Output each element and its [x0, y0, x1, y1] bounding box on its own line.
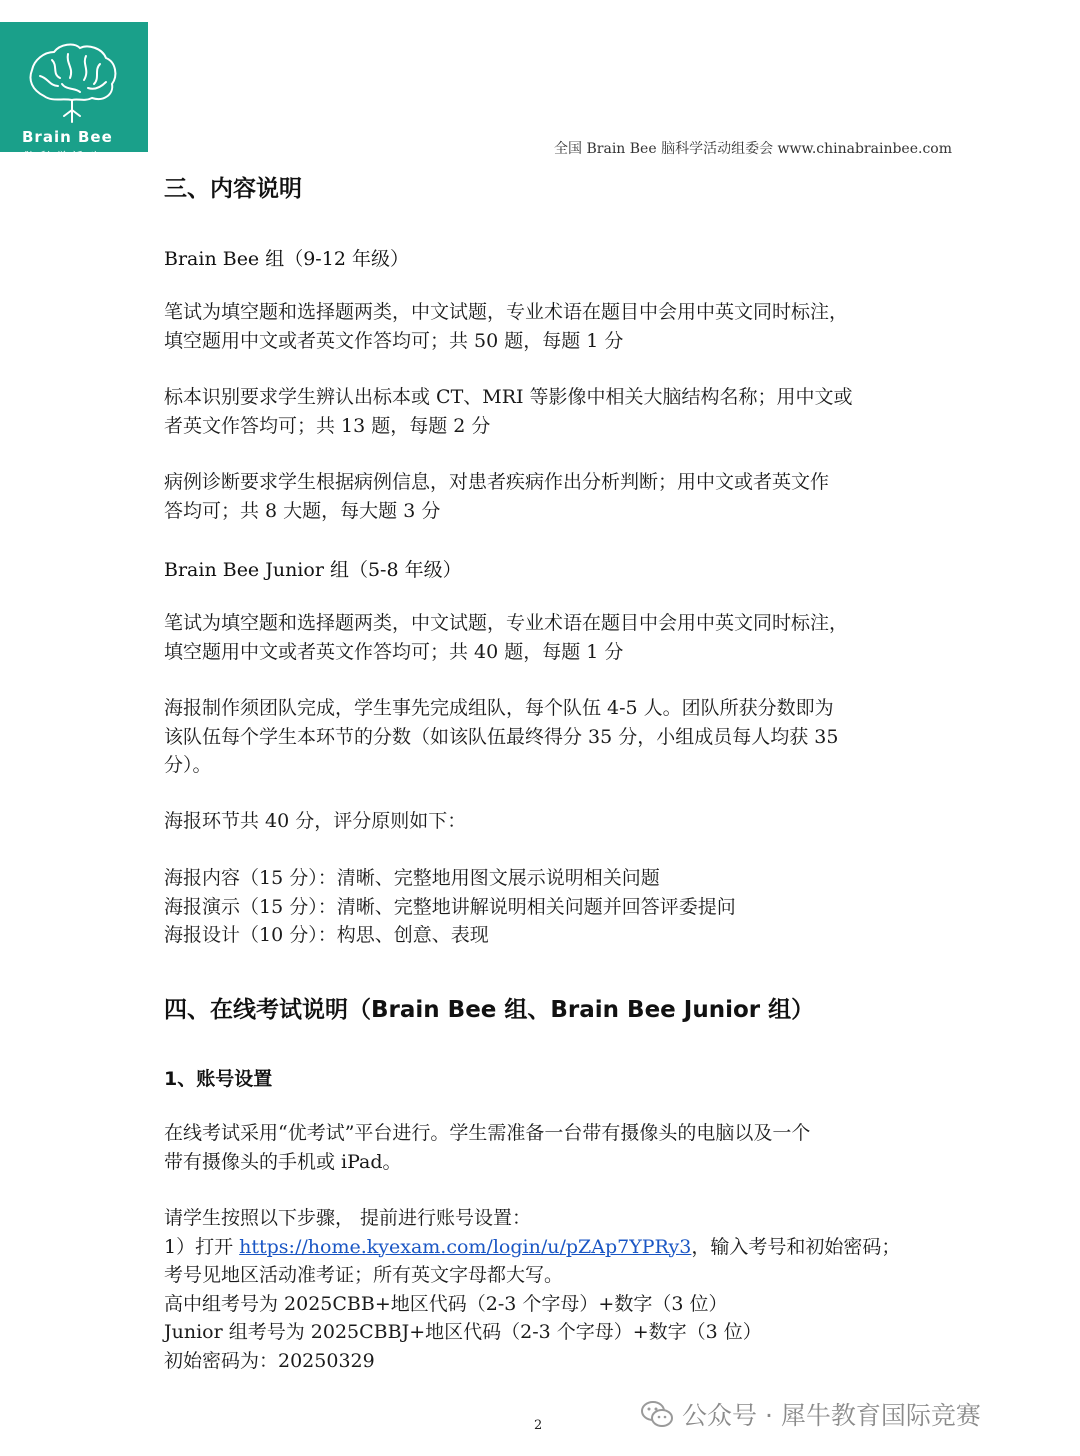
text-line: 笔试为填空题和选择题两类，中文试题，专业术语在题目中会用中英文同时标注， [164, 612, 849, 634]
text-line: 海报环节共 40 分，评分原则如下： [164, 810, 467, 832]
paragraph-case-diagnosis [164, 468, 934, 525]
text-line: 病例诊断要求学生根据病例信息，对患者疾病作出分析判断；用中文或者英文作 [164, 471, 830, 493]
poster-scoring-criteria [164, 864, 934, 950]
criteria-presentation: 海报演示（15 分）：清晰、完整地讲解说明相关问题并回答评委提问 [164, 895, 736, 918]
group-brainbee-title: Brain Bee 组（9-12 年级） [164, 248, 409, 270]
exam-login-link[interactable]: https://home.kyexam.com/login/u/pZAp7YPRy3 [239, 1235, 692, 1258]
paragraph-written-test [164, 298, 934, 355]
text-line: 标本识别要求学生辨认出标本或 CT、MRI 等影像中相关大脑结构名称；用中文或 [164, 386, 853, 408]
brainbee-logo [0, 22, 148, 163]
paragraph-platform [164, 1119, 934, 1176]
group-junior-title: Brain Bee Junior 组（5-8 年级） [164, 559, 462, 581]
watermark [640, 1396, 981, 1432]
paragraph-specimen-identification [164, 383, 934, 440]
text-line: 考号见地区活动准考证；所有英文字母都大写。 [164, 1264, 564, 1286]
paragraph-poster-score-total [164, 807, 934, 836]
text-line: 海报制作须团队完成，学生事先完成组队，每个队伍 4-5 人。团队所获分数即为 [164, 697, 834, 719]
criteria-design: 海报设计（10 分）：构思、创意、表现 [164, 924, 489, 946]
paragraph-junior-written-test [164, 609, 934, 666]
page-number: 2 [534, 1418, 543, 1433]
wechat-icon [640, 1399, 674, 1429]
text-line: Junior 组考号为 2025CBBJ+地区代码（2-3 个字母）+数字（3 位） [164, 1321, 762, 1343]
text-line: 初始密码为：20250329 [164, 1349, 375, 1372]
text-line: 分）。 [164, 754, 212, 776]
criteria-content: 海报内容（15 分）：清晰、完整地用图文展示说明相关问题 [164, 867, 660, 889]
steps-intro: 请学生按照以下步骤， 提前进行账号设置： [164, 1207, 532, 1229]
text-line: 者英文作答均可；共 13 题，每题 2 分 [164, 414, 491, 437]
step-1-prefix: 1）打开 [164, 1235, 240, 1258]
section-3-title: 三、内容说明 [164, 176, 302, 202]
account-setup-title: 1、账号设置 [164, 1068, 273, 1090]
step-1-suffix: ，输入考号和初始密码； [691, 1235, 901, 1258]
section-4-title: 四、在线考试说明（Brain Bee 组、Brain Bee Junior 组） [164, 997, 815, 1023]
text-line: 该队伍每个学生本环节的分数（如该队伍最终得分 35 分，小组成员每人均获 35 [164, 725, 839, 748]
brain-tree-icon [22, 40, 122, 126]
text-line: 答均可；共 8 大题，每大题 3 分 [164, 499, 441, 522]
text-line: 带有摄像头的手机或 iPad。 [164, 1150, 402, 1173]
logo-subtitle: 脑科学活动 [24, 150, 104, 163]
step-1 [164, 1233, 934, 1262]
text-line: 填空题用中文或者英文作答均可；共 40 题，每题 1 分 [164, 640, 624, 663]
text-line: 高中组考号为 2025CBB+地区代码（2-3 个字母）+数字（3 位） [164, 1292, 728, 1315]
text-line: 笔试为填空题和选择题两类，中文试题，专业术语在题目中会用中英文同时标注， [164, 301, 849, 323]
paragraph-poster-team [164, 694, 934, 780]
logo-brand-text: Brain Bee [22, 128, 113, 146]
text-line: 在线考试采用“优考试”平台进行。学生需准备一台带有摄像头的电脑以及一个 [164, 1122, 811, 1144]
watermark-text: 公众号 · 犀牛教育国际竞赛 [682, 1401, 981, 1430]
text-line: 填空题用中文或者英文作答均可；共 50 题，每题 1 分 [164, 329, 624, 352]
account-setup-steps [164, 1204, 934, 1375]
header-org-website: 全国 Brain Bee 脑科学活动组委会 www.chinabrainbee.com [554, 141, 952, 157]
